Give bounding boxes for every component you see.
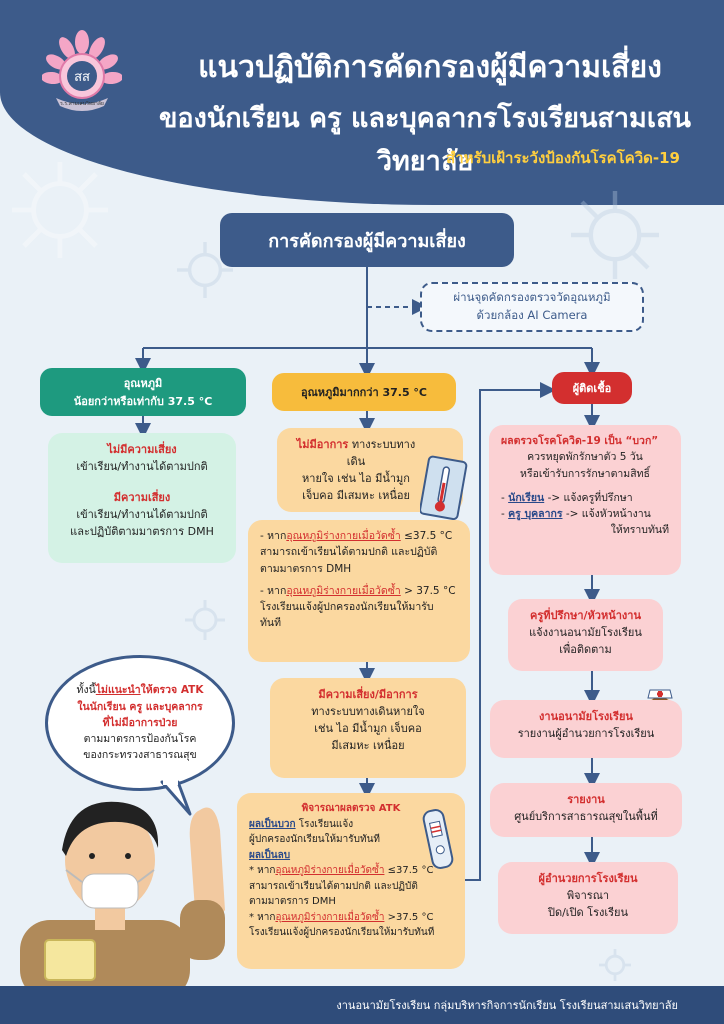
temp-high-header: อุณหภูมิมากกว่า 37.5 °C (272, 373, 456, 411)
atk-negative-label: ผลเป็นลบ (249, 849, 291, 861)
risk-text2: และปฏิบัติตามมาตรการ DMH (70, 525, 214, 539)
bubble-line4: ตามมาตรการป้องกันโรค (83, 733, 197, 746)
atk-neg-text2: สามารถเข้าเรียนได้ตามปกติ และปฏิบัติ (249, 880, 418, 892)
screening-title: การคัดกรองผู้มีความเสี่ยง (220, 213, 514, 267)
advisor-text2: เพื่อติดตาม (559, 643, 612, 657)
no-risk-text: เข้าเรียน/ทำงานได้ตามปกติ (76, 460, 208, 474)
symptom-card (270, 678, 466, 778)
positive-title: ผลตรวจโรคโควิด-19 เป็น “บวก” (501, 435, 659, 447)
atk-neg-prefix1: * หาก (249, 865, 276, 876)
atk-positive-text1: โรงเรียนแจ้ง (298, 818, 354, 830)
bubble-line1c: ให้ตรวจ ATK (140, 684, 204, 697)
staff-text: -> แจ้งหัวหน้างาน (565, 508, 651, 521)
recheck-red1: อุณหภูมิร่างกายเมื่อวัดซ้ำ (286, 530, 401, 542)
health-unit-text: รายงานผู้อำนวยการโรงเรียน (517, 727, 655, 741)
positive-text2: หรือเข้ารับการรักษาตามสิทธิ์ (520, 467, 650, 480)
bubble-line2: ในนักเรียน ครู และบุคลากร (77, 700, 203, 713)
footer-bar (0, 986, 724, 1024)
bubble-line1a: ทั้งนี้ (76, 684, 96, 697)
recheck-text3: โรงเรียนแจ้งผู้ปกครองนักเรียนให้มารับ (260, 601, 434, 614)
temp-normal-header (40, 368, 246, 416)
advisor-title: ครูที่ปรึกษา/หัวหน้างาน (530, 609, 641, 622)
atk-neg-red1: อุณหภูมิร่างกายเมื่อวัดซ้ำ (275, 865, 385, 876)
bubble-line1b: ไม่แนะนำ (95, 684, 141, 697)
bubble-line5: ของกระทรวงสาธารณสุข (83, 749, 197, 762)
atk-neg-val1: ≤37.5 °C (387, 865, 434, 876)
symptom-text1: ทางระบบทางเดินหายใจ (311, 705, 425, 719)
director-title: ผู้อำนวยการโรงเรียน (538, 872, 638, 885)
symptom-text2: เช่น ไอ มีน้ำมูก เจ็บคอ (314, 722, 422, 736)
director-card (498, 862, 678, 934)
atk-advice-bubble (45, 655, 235, 791)
atk-neg-red4: อุณหภูมิร่างกายเมื่อวัดซ้ำ (275, 911, 385, 923)
teacher-illustration-icon (0, 790, 240, 990)
atk-positive-text2: ผู้ปกครองนักเรียนให้มารับทันที (249, 834, 381, 845)
recheck-prefix1: - หาก (260, 530, 287, 542)
staff-text2: ให้ทราบทันที (610, 524, 669, 537)
ai-camera-note (420, 282, 644, 332)
risk-text1: เข้าเรียน/ทำงานได้ตามปกติ (76, 508, 208, 522)
student-label: นักเรียน (508, 491, 545, 504)
symptom-text3: มีเสมหะ เหนื่อย (331, 739, 405, 753)
no-symptom-text2: หายใจ เช่น ไอ มีน้ำมูก (302, 472, 410, 486)
recheck-red2: อุณหภูมิร่างกายเมื่อวัดซ้ำ (286, 584, 401, 597)
atk-neg-text5: โรงเรียนแจ้งผู้ปกครองนักเรียนให้มารับทันที (249, 927, 435, 938)
staff-label: ครู บุคลากร (508, 508, 563, 521)
camera-line2: ด้วยกล้อง AI Camera (476, 308, 588, 322)
recheck-text4: ทันที (260, 617, 282, 630)
director-text1: พิจารณา (566, 889, 610, 903)
positive-result-card: ผลตรวจโรคโควิด-19 เป็น “บวก” ควรหยุดพักรักษาตัว 5 วัน หรือเข้ารับการรักษาตามสิทธิ์ - นักเรียน -> แจ้งครูที่ปรึกษา - ครู บุคลากร -> แจ้งหัวหน้างาน ให้ทราบทันที (489, 425, 681, 575)
recheck-val1: ≤37.5 °C (404, 530, 453, 542)
atk-neg-prefix4: * หาก (249, 911, 276, 923)
symptom-title: มีความเสี่ยง/มีอาการ (318, 688, 418, 701)
student-text: -> แจ้งครูที่ปรึกษา (547, 491, 633, 504)
report-text: ศูนย์บริการสาธารณสุขในพื้นที่ (514, 810, 658, 824)
footer-text: งานอนามัยโรงเรียน กลุ่มบริหารกิจการนักเรียน โรงเรียนสามเสนวิทยาลัย (336, 999, 678, 1012)
recheck-val2: > 37.5 °C (404, 584, 456, 597)
temp-normal-line1: อุณหภูมิ (123, 377, 163, 390)
temp-normal-line2: น้อยกว่าหรือเท่ากับ 37.5 °C (73, 395, 213, 408)
atk-neg-text3: ตามมาตรการ DMH (249, 896, 336, 907)
camera-line1: ผ่านจุดคัดกรองตรวจวัดอุณหภูมิ (453, 290, 611, 304)
svg-text:สส: สส (74, 70, 90, 85)
page-title: แนวปฏิบัติการคัดกรองผู้มีความเสี่ยง (198, 50, 662, 85)
bubble-line3: ที่ไม่มีอาการป่วย (102, 716, 178, 729)
page-subtitle: สำหรับเฝ้าระวังป้องกันโรคโควิด-19 (446, 149, 680, 167)
no-symptom-title: ไม่มีอาการ (296, 438, 349, 451)
report-title: รายงาน (567, 793, 605, 806)
advisor-card (508, 599, 663, 671)
atk-title: พิจารณาผลตรวจ ATK (301, 803, 401, 814)
atk-test-kit-icon (418, 808, 458, 870)
atk-positive-label: ผลเป็นบวก (249, 818, 296, 830)
page-title-line2: ของนักเรียน ครู และบุคลากรโรงเรียนสามเสนวิทยาลัย (158, 103, 692, 177)
no-risk-title: ไม่มีความเสี่ยง (107, 443, 177, 456)
logo-caption: ร.ร.สามเสนวิทยาลัย (60, 101, 104, 107)
thermometer-icon (420, 455, 468, 523)
normal-temp-card (48, 433, 236, 563)
no-symptom-text1: ทางระบบทางเดิน (346, 438, 416, 469)
atk-neg-val4: >37.5 °C (387, 911, 434, 923)
positive-text1: ควรหยุดพักรักษาตัว 5 วัน (527, 451, 643, 464)
recheck-temp-card (248, 520, 470, 662)
recheck-text2: ตามมาตรการ DMH (260, 562, 352, 575)
infected-header: ผู้ติดเชื้อ (552, 372, 632, 404)
health-unit-title: งานอนามัยโรงเรียน (539, 710, 633, 723)
risk-title: มีความเสี่ยง (113, 491, 171, 505)
director-text2: ปิด/เปิด โรงเรียน (547, 906, 629, 920)
advisor-text1: แจ้งงานอนามัยโรงเรียน (529, 626, 642, 640)
health-unit-card (490, 700, 682, 758)
no-symptom-text3: เจ็บคอ มีเสมหะ เหนื่อย (302, 489, 410, 503)
recheck-prefix2: - หาก (260, 584, 287, 597)
recheck-text1: สามารถเข้าเรียนได้ตามปกติ และปฏิบัติ (260, 546, 438, 559)
report-card (490, 783, 682, 837)
